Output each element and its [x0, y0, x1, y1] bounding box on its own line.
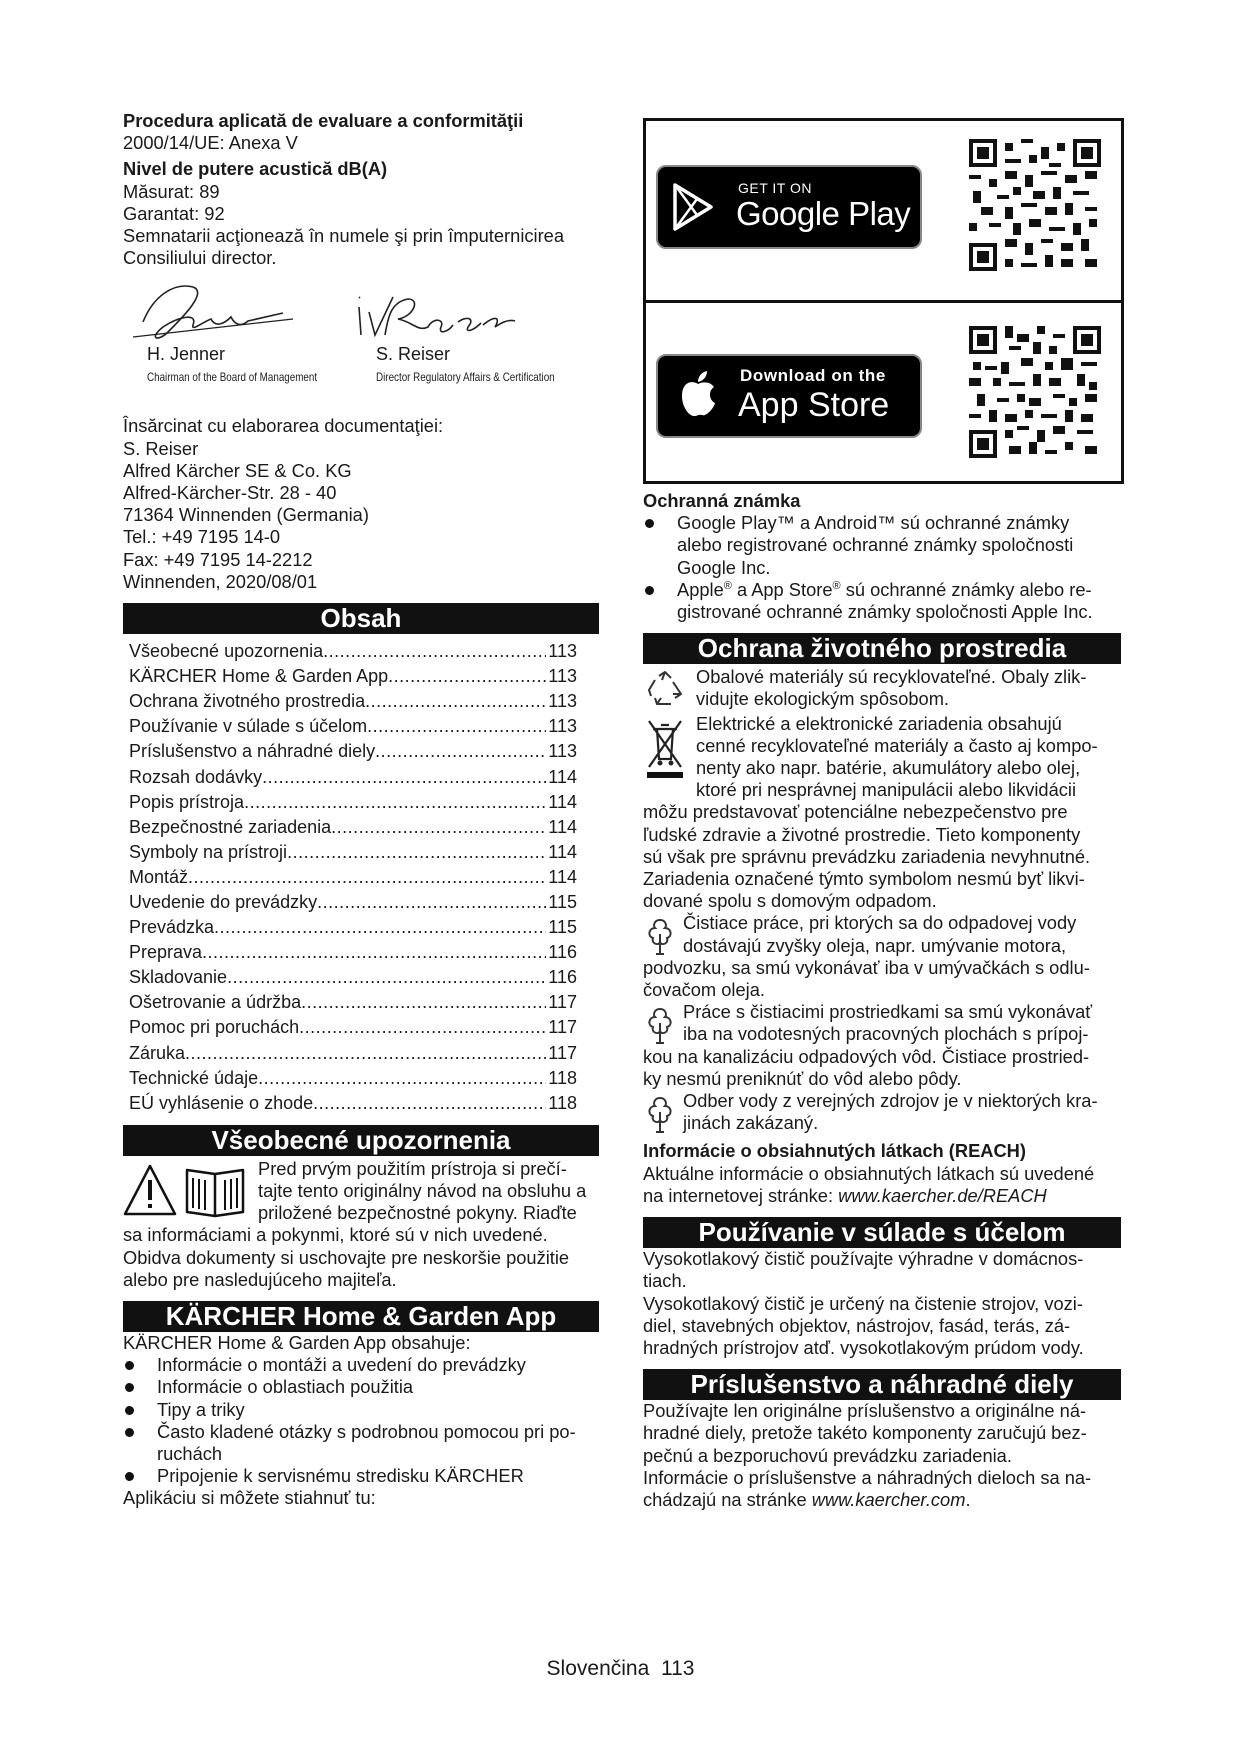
- toc-entry[interactable]: Uvedenie do prevádzky ..... 115: [129, 891, 599, 916]
- toc-entry[interactable]: Všeobecné upozornenia ..... 113: [129, 640, 599, 665]
- app-features-list: [123, 1354, 599, 1487]
- trademark-section: [643, 490, 1121, 623]
- cleaning-agents-note: Práce s čistiacimi prostriedkami sa smú vykonávať iba na vodotesných pracovných plochách s prípoj- kou na kanalizáciu odpadových vôd. Čistiace prostried- ky nesmú preniknúť do vôd alebo pôdy.: [643, 1001, 1093, 1089]
- toc-entry[interactable]: Technické údaje ..... 118: [129, 1067, 599, 1092]
- recycling-icon: [643, 668, 687, 712]
- trademark-heading: Ochranná známka: [643, 490, 801, 511]
- toc-entry[interactable]: Symboly na prístroji ..... 114: [129, 841, 599, 866]
- list-item: Apple® a App Store® sú ochranné známky alebo re- gistrované ochranné známky spoločnosti Apple Inc.: [643, 579, 1121, 623]
- environment-heading: Ochrana životného prostredia: [643, 633, 1121, 664]
- toc-entry[interactable]: KÄRCHER Home & Garden App ..... 113: [129, 665, 599, 690]
- sound-measured: Măsurat: 89: [123, 180, 220, 202]
- packaging-note: Obalové materiály sú recyklovateľné. Obaly zlik- vidujte ekologickým spôsobom.: [643, 666, 1121, 710]
- app-download-box: [643, 118, 1124, 484]
- signatory-2: S. Reiser Director Regulatory Affairs & Certification: [376, 344, 555, 384]
- signatory-1: H. Jenner Chairman of the Board of Management: [147, 344, 318, 384]
- environment-tree-icon: [643, 1003, 677, 1047]
- weee-note: Elektrické a elektronické zariadenia obsahujú cenné recyklovateľné materiály a často aj kompo- nenty ako napr. batérie, akumulátory alebo olej, ktoré pri nesprávnej manipulácii alebo likvidácii môžu predstavovať potenciálne nebezpečenstvo pre ľudské zdravie a životné prostredie. Tieto komponenty sú však pre správnu prevádzku zariadenia nevyhnutné. Zariadenia označené týmto symbolom nesmú byť likvi- dované spolu s domovým odpadom.: [643, 712, 1098, 912]
- oil-note: Čistiace práce, pri ktorých sa do odpadovej vody dostávajú zvyšky oleja, napr. umývanie motora, podvozku, sa smú vykonávať iba v umývačkách s odlu- čovačom oleja.: [643, 912, 1090, 1001]
- environment-tree-icon: [643, 1092, 677, 1136]
- page-number: 113: [660, 1657, 695, 1680]
- reach-title: Informácie o obsiahnutých látkach (REACH): [643, 1140, 1026, 1162]
- list-item: Informácie o oblastiach použitia: [123, 1376, 599, 1398]
- reach-text: na internetovej stránke: www.kaercher.de/REACH: [643, 1184, 1047, 1206]
- general-notes: Pred prvým použitím prístroja si prečí- tajte tento originálny návod na obsluhu a priložené bezpečnostné pokyny. Riaďte sa informáciami a pokynmi, ktoré sú v nich uvedené. Obidva dokumenty si uschovajte pre neskoršie použitie alebo pre nasledujúceho majiteľa.: [123, 1157, 587, 1290]
- conformity-value: 2000/14/UE: Anexa V: [123, 132, 298, 154]
- signatures: [123, 269, 599, 409]
- accessories-heading: Príslušenstvo a náhradné diely: [643, 1369, 1121, 1400]
- warning-manual-icon: [123, 1162, 251, 1224]
- crossed-bin-icon: [643, 715, 687, 781]
- list-item: Pripojenie k servisnému stredisku KÄRCHER: [123, 1465, 599, 1487]
- water-note: Odber vody z verejných zdrojov je v niektorých kra- jinách zakázaný.: [643, 1090, 1121, 1134]
- right-column: GET IT ON Google Play Download on the App Store Ochranná známka Google Play™ a Android™ sú ochranné známky alebo registrované ochranné známky spoločnosti Google Inc. Apple® a App Store® sú ochranné známky alebo re- gistrované ochranné známky spoločnosti Apple Inc. Ochrana životného prostredia Obalové materiály sú recyklovateľné. Obaly zlik- vidujte ekologickým spôsobom. Elektrické a elektronické zariadenia obsahujú cenné recyklovateľné materiály a často aj kompo- nenty ako napr. batérie, akumulátory alebo olej, ktoré pri nesprávnej manipulácii alebo likvidácii môžu predstavovať potenciálne nebezpečenstvo pre ľudské zdravie a životné prostredie. Tieto komponenty sú však pre správnu prevádzku zariadenia nevyhnutné. Zariadenia označené týmto symbolom nesmú byť likvi- dované spolu s domovým odpadom. Čistiace práce, pri ktorých sa do odpadovej vody dostávajú zvyšky oleja, napr. umývanie motora, podvozku, sa smú vykonávať iba v umývačkách s odlu- čovačom oleja. Práce s čistiacimi prostriedkami sa smú vykonávať iba na vodotesných pracovných plochách s prípoj- kou na kanalizáciu odpadových vôd. Čistiace prostried- ky nesmú preniknúť do vôd alebo pôdy. Odber vody z verejných zdrojov je v niektorých kra- jinách zakázaný. Informácie o obsiahnutých látkach (REACH) Aktuálne informácie o obsiahnutých látkach sú uvedené na internetovej stránke: www.kaercher.de/REACH Používanie v súlade s účelom Vysokotlakový čistič používajte výhradne v domácnos- tiach. Vysokotlakový čistič je určený na čistenie strojov, vozi- diel, stavebných objektov, nástrojov, fasád, terás, zá- hradných prístrojov atď. vysokotlakovým prúdom vody. Príslušenstvo a náhradné diely Používajte len originálne príslušenstvo a originálne ná- hradné diely, pretože takéto komponenty zaručujú bez- pečnú a bezporuchovú prevádzku zariadenia. Informácie o príslušenstve a náhradných dieloch sa na- chádzajú na stránke www.kaercher.com.: [643, 118, 1121, 1511]
- address-line: 71364 Winnenden (Germania): [123, 504, 369, 526]
- app-store-badge[interactable]: Download on the App Store: [656, 354, 922, 438]
- list-item: Tipy a triky: [123, 1399, 599, 1421]
- intended-use-heading: Používanie v súlade s účelom: [643, 1217, 1121, 1248]
- signatories-text-1: Semnatarii acţionează în numele şi prin împuternicirea: [123, 225, 564, 247]
- app-intro: KÄRCHER Home & Garden App obsahuje:: [123, 1332, 471, 1354]
- toc-entry[interactable]: Montáž ..... 114: [129, 866, 599, 891]
- address-line: Alfred Kärcher SE & Co. KG: [123, 459, 352, 481]
- signature-images: [123, 277, 603, 347]
- list-item: Informácie o montáži a uvedení do prevádzky: [123, 1354, 599, 1376]
- address-line: S. Reiser: [123, 437, 199, 459]
- app-heading: KÄRCHER Home & Garden App: [123, 1301, 599, 1332]
- conformity-title: Procedura aplicată de evaluare a conformităţii: [123, 110, 524, 131]
- sound-guaranteed: Garantat: 92: [123, 202, 225, 224]
- toc-entry[interactable]: Rozsah dodávky ..... 114: [129, 766, 599, 791]
- toc-entry[interactable]: Záruka ..... 117: [129, 1042, 599, 1067]
- signatories-text-2: Consiliului director.: [123, 247, 277, 269]
- toc-entry[interactable]: Používanie v súlade s účelom ..... 113: [129, 715, 599, 740]
- toc-entry[interactable]: Príslušenstvo a náhradné diely ..... 113: [129, 740, 599, 765]
- environment-tree-icon: [643, 914, 677, 958]
- list-item: Google Play™ a Android™ sú ochranné známky alebo registrované ochranné známky spoločnosti Google Inc.: [643, 512, 1121, 579]
- reach-link[interactable]: www.kaercher.de/REACH: [838, 1184, 1047, 1206]
- sound-title: Nivel de putere acustică dB(A): [123, 158, 388, 180]
- address-line: Winnenden, 2020/08/01: [123, 570, 318, 592]
- address-line: Tel.: +49 7195 14-0: [123, 526, 281, 548]
- reach-text: Aktuálne informácie o obsiahnutých látkach sú uvedené: [643, 1162, 1095, 1184]
- toc-entry[interactable]: Bezpečnostné zariadenia ..... 114: [129, 816, 599, 841]
- general-heading: Všeobecné upozornenia: [123, 1125, 599, 1156]
- toc-entry[interactable]: Prevádzka ..... 115: [129, 916, 599, 941]
- toc-entry[interactable]: Pomoc pri poruchách ..... 117: [129, 1016, 599, 1041]
- documentation-title: Însărcinat cu elaborarea documentaţiei:: [123, 415, 444, 437]
- divider: [646, 300, 1121, 303]
- app-outro: Aplikáciu si môžete stiahnuť tu:: [123, 1487, 376, 1509]
- footer-language: Slovenčina: [546, 1657, 650, 1680]
- toc-entry[interactable]: Ošetrovanie a údržba ..... 117: [129, 991, 599, 1016]
- page-footer: [0, 1657, 1241, 1681]
- toc-entry[interactable]: Popis prístroja ..... 114: [129, 791, 599, 816]
- toc-entry[interactable]: Preprava ..... 116: [129, 941, 599, 966]
- toc-entry[interactable]: EÚ vyhlásenie o zhode ..... 118: [129, 1092, 599, 1117]
- list-item: Často kladené otázky s podrobnou pomocou pri po- ruchách: [123, 1421, 599, 1465]
- address-line: Fax: +49 7195 14-2212: [123, 548, 313, 570]
- address-line: Alfred-Kärcher-Str. 28 - 40: [123, 482, 337, 504]
- table-of-contents: [129, 640, 599, 1117]
- kaercher-link[interactable]: www.kaercher.com: [811, 1488, 966, 1510]
- qr-code-app-store: [969, 326, 1101, 458]
- toc-entry[interactable]: Ochrana životného prostredia ..... 113: [129, 690, 599, 715]
- left-column: [123, 110, 599, 1510]
- toc-entry[interactable]: Skladovanie ..... 116: [129, 966, 599, 991]
- qr-code-google-play: [969, 139, 1101, 271]
- play-icon: [672, 183, 714, 231]
- google-play-badge[interactable]: GET IT ON Google Play: [656, 165, 922, 249]
- apple-icon: [678, 370, 718, 418]
- toc-heading: Obsah: [123, 603, 599, 634]
